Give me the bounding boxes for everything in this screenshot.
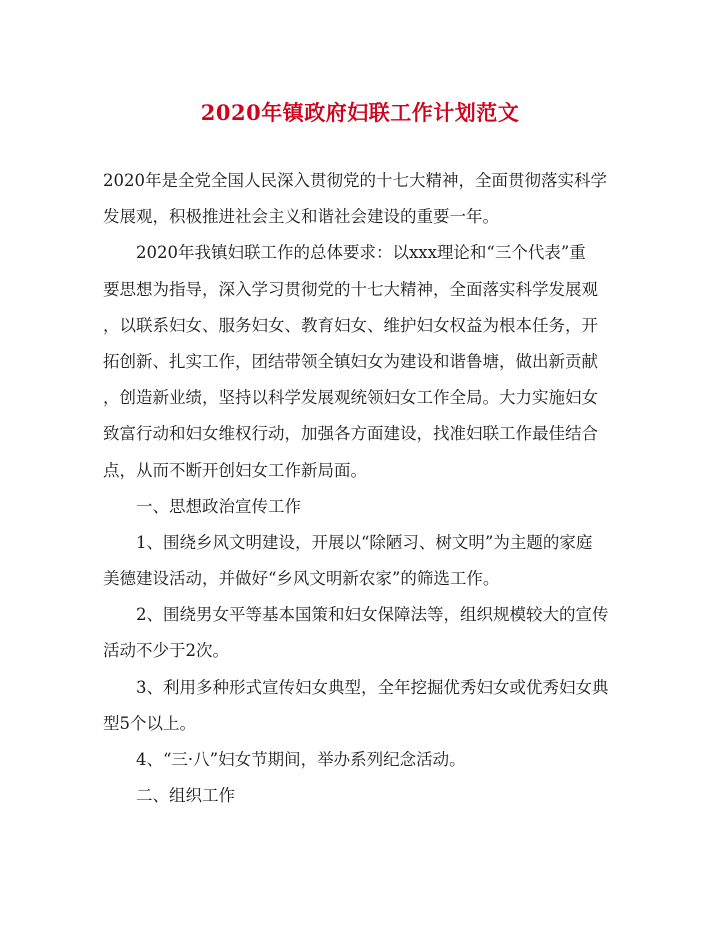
text-line: ，以联系妇女、服务妇女、教育妇女、维护妇女权益为根本任务，开 (103, 315, 598, 335)
text-line: 致富行动和妇女维权行动，加强各方面建设，找准妇联工作最佳结合 (103, 424, 598, 444)
text-line: 型5个以上。 (103, 713, 196, 733)
document-body (103, 163, 618, 814)
text-line: 1、围绕乡风文明建设，开展以“除陋习、树文明”为主题的家庭 (136, 532, 593, 552)
text-line: 二、组织工作 (136, 786, 235, 806)
text-line: 2、围绕男女平等基本国策和妇女保障法等，组织规模较大的宣传 (136, 605, 609, 625)
text-line: 活动不少于2次。 (103, 641, 229, 661)
text-line: 一、思想政治宣传工作 (136, 496, 301, 516)
text-line: 拓创新、扎实工作，团结带领全镇妇女为建设和谐鲁塘，做出新贡献 (103, 351, 598, 371)
document-title: 2020年镇政府妇联工作计划范文 (200, 100, 520, 125)
text-line: 要思想为指导，深入学习贯彻党的十七大精神，全面落实科学发展观 (103, 279, 598, 299)
text-line: ，创造新业绩，坚持以科学发展观统领妇女工作全局。大力实施妇女 (103, 388, 598, 408)
text-line: 发展观，积极推进社会主义和谐社会建设的重要一年。 (103, 207, 499, 227)
text-line: 点，从而不断开创妇女工作新局面。 (103, 460, 367, 480)
text-line: 2020年我镇妇联工作的总体要求：以xxx理论和“三个代表”重 (136, 243, 586, 263)
text-line: 4、“三·八”妇女节期间，举办系列纪念活动。 (136, 750, 466, 769)
text-line: 美德建设活动，并做好“乡风文明新农家”的筛选工作。 (103, 569, 500, 589)
text-line: 2020年是全党全国人民深入贯彻党的十七大精神，全面贯彻落实科学 (103, 171, 607, 190)
text-line: 3、利用多种形式宣传妇女典型，全年挖掘优秀妇女或优秀妇女典 (136, 677, 609, 697)
